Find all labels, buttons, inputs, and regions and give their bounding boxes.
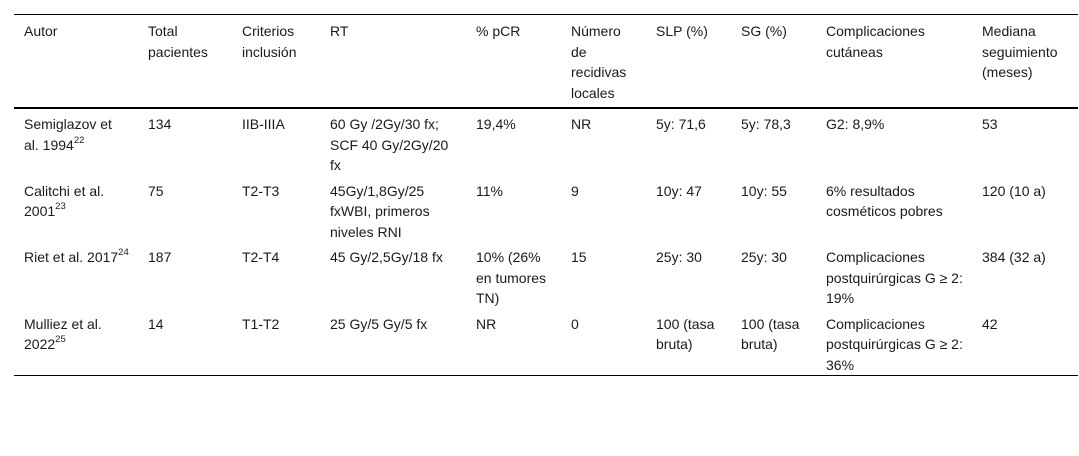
reference-link[interactable]: 24 <box>118 247 129 259</box>
cell-patients: 187 <box>148 249 172 265</box>
cell-patients: 134 <box>148 116 172 132</box>
cell-complications: 6% resultados cosméticos pobres <box>826 182 943 219</box>
cell-followup: 53 <box>982 116 998 132</box>
reference-link[interactable]: 22 <box>73 134 85 146</box>
table-row <box>14 309 1078 376</box>
header-total-pacientes: Total pacientes <box>148 23 208 60</box>
cell-complications: Complicaciones postquirúrgicas G ≥ 2: 36% <box>826 315 963 373</box>
cell-recurrences: 15 <box>571 249 587 265</box>
cell-slp: 5y: 71,6 <box>656 116 706 132</box>
cell-criteria: IIB-IIIA <box>242 116 285 132</box>
cell-pcr: 10% (26% en tumores TN) <box>476 249 547 306</box>
header-autor: Autor <box>24 23 58 39</box>
cell-author: Semiglazov et al. 1994$^{22}$ <box>24 116 112 153</box>
cell-patients: 75 <box>148 182 164 199</box>
cell-sg: 5y: 78,3 <box>741 116 791 132</box>
cell-sg: 25y: 30 <box>741 249 787 265</box>
cell-pcr: NR <box>476 315 497 332</box>
table-row <box>14 108 1078 176</box>
cell-followup: 384 (32 a) <box>982 249 1046 265</box>
cell-complications: G2: 8,9% <box>826 116 885 132</box>
header-complicaciones: Complicaciones cutáneas <box>826 23 925 60</box>
reference-link[interactable]: 23 <box>55 201 66 213</box>
cell-rt: 45 Gy/2,5Gy/18 fx <box>330 249 443 265</box>
header-slp: SLP (%) <box>656 23 708 39</box>
header-pcr: % pCR <box>476 23 521 39</box>
reference-link[interactable]: 25 <box>55 334 66 346</box>
cell-author: Calitchi et al. 2001$^{23}$ <box>24 182 105 219</box>
results-table-container <box>14 14 1078 376</box>
cell-rt: 60 Gy /2Gy/30 fx; SCF 40 Gy/2Gy/20 fx <box>330 116 449 173</box>
cell-slp: 100 (tasa bruta) <box>656 315 715 352</box>
cell-followup: 42 <box>982 315 998 332</box>
cell-author: Mulliez et al. 2022$^{25}$ <box>24 315 102 352</box>
header-criterios-inclusion: Criterios inclusión <box>242 23 297 60</box>
cell-pcr: 11% <box>476 182 503 199</box>
cell-recurrences: 0 <box>571 315 579 332</box>
cell-rt: 45Gy/1,8Gy/25 fxWBI, primeros niveles RNI <box>330 182 430 240</box>
header-sg: SG (%) <box>741 23 787 39</box>
cell-author: Riet et al. 2017$^{24}$ <box>24 247 129 265</box>
table-row <box>14 176 1078 243</box>
header-rt: RT <box>330 23 349 39</box>
cell-followup: 120 (10 a) <box>982 182 1046 199</box>
cell-rt: 25 Gy/5 Gy/5 fx <box>330 315 428 332</box>
cell-slp: 10y: 47 <box>656 182 702 199</box>
cell-complications: Complicaciones postquirúrgicas G ≥ 2: 19% <box>826 249 963 306</box>
header-mediana-seguimiento: Mediana seguimiento (meses) <box>982 23 1058 80</box>
header-recidivas: Número de recidivas locales <box>571 23 627 101</box>
table-header-row <box>14 15 1078 109</box>
cell-recurrences: 9 <box>571 182 579 199</box>
cell-recurrences: NR <box>571 116 592 132</box>
cell-sg: 10y: 55 <box>741 182 787 199</box>
cell-criteria: T2-T4 <box>242 249 280 265</box>
cell-criteria: T2-T3 <box>242 182 280 199</box>
table-row <box>14 242 1078 309</box>
results-table <box>14 14 1078 376</box>
cell-slp: 25y: 30 <box>656 249 702 265</box>
cell-pcr: 19,4% <box>476 116 516 132</box>
cell-criteria: T1-T2 <box>242 315 280 332</box>
cell-patients: 14 <box>148 315 164 332</box>
cell-sg: 100 (tasa bruta) <box>741 315 800 352</box>
